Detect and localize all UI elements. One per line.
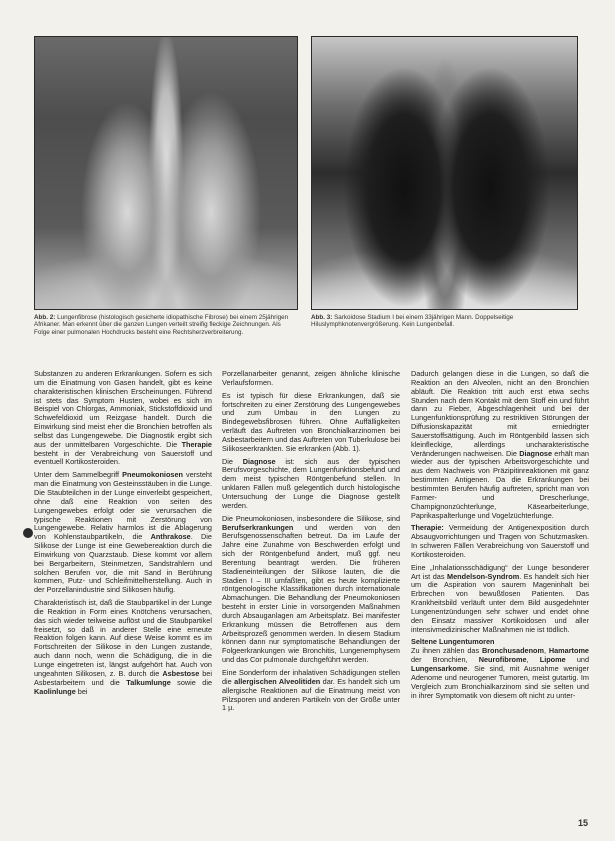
text-run: und werden von den Berufsgenossenschaften betreut. Da im Laufe der Jahre eine Zunahme von Beschwerden erfolgt und sich der Röntgenbefund ändert, muß ggf. neu Berentung beantragt werden. Die früheren Stadieneinteilungen der Silikose lauten, die die Stadien I – III umfaßten, gibt es heute komplizierte röntgenologische Klassifikationen durch internationale Abmachungen. Die Behandlung der Pneumokoniosen besteht in erster Linie in vorsorgenden Maßnahmen durch Absauganlagen am Arbeitsplatz. Bei manifester Erkrankung müssen die Betroffenen aus dem Arbeitsprozeß genommen werden. In diesem Stadium können dann nur symptomatische Behandlungen der Folgeerkrankungen wie Bronchitis, Lungenemphysem und das Cor pulmonale durchgeführt werden.: [222, 522, 400, 665]
text-run: besteht in der Verabreichung von Sauerstoff und eventuell Kortikosteroiden.: [34, 448, 212, 467]
paragraph: [222, 458, 400, 511]
emphasized-term: Hamartome: [548, 646, 589, 656]
text-column-2: [222, 370, 400, 832]
text-run: sowie die: [170, 677, 212, 687]
text-run: und: [565, 655, 589, 665]
emphasized-term: allergischen Alveolitiden: [234, 676, 321, 686]
text-run: Charakteristisch ist, daß die Staubpartikel in der Lunge die Reaktion in Form eines Knötchens verursachen, das sich wieder teilweise auflöst und die Staubpartikel freisetzt, so daß in anderer Stelle eine erneute Reaktion folgen kann. Auf diese Weise kommt es im Fortschreiten der Silikose in den Lungen zustande, auch dann noch, wenn die Schädigung, die in die Lunge eingetreten ist, längst aufgehört hat. Auch von ungeahnten Silikosen, z. B. durch die: [34, 598, 212, 678]
emphasized-term: Mendelson-Syndrom: [447, 571, 520, 581]
paragraph: [222, 392, 400, 454]
emphasized-term: Neurofibrome: [478, 655, 527, 665]
figure-caption: [34, 314, 296, 336]
caption-label: Abb. 2:: [34, 314, 56, 321]
text-run: ,: [526, 655, 540, 665]
emphasized-term: Lungensarkome: [411, 664, 468, 673]
emphasized-term: Diagnose: [242, 456, 276, 466]
emphasized-term: Berufserkrankungen: [222, 522, 294, 532]
text-run: Porzellanarbeiter genannt, zeigen ähnliche klinische Verlaufsformen.: [222, 370, 400, 387]
paragraph: [411, 638, 589, 700]
emphasized-term: Therapie:: [411, 523, 444, 533]
page-number: 15: [578, 818, 589, 828]
text-run: . Die Silikose der Lunge ist eine Gewebereaktion durch die Einwirkung von Quarzstaub. Diese kommt vor allem bei Bergarbeitern, Steinmetzen, Sandstrahlern und solchen Berufen vor, die mit Sand in Berührung kommen, Putz- und Schleifmittelherstellung. Auch in der Porzellanindustrie sind Silikosen häufig.: [34, 532, 212, 595]
paragraph: [222, 515, 400, 665]
caption-text: Sarkoidose Stadium I bei einem 33jährigen Mann. Doppelseitige Hiluslymphknotenvergrößerung. Kein Lungenbefall.: [311, 314, 514, 329]
text-run: erhält man wieder aus der typischen Arbeitsvorgeschichte und aus dem Nachweis von Präzipitinreaktionen mit ganz bestimmten Antigenen. Da die Erkrankungen bei bestimmten Berufen häufig auftreten, spricht man von Farmer- und Drescherlunge, Champignonzüchterlunge, Käsearbeiterlunge, Paprikaspalterlunge und Vogelzüchterlunge.: [411, 448, 589, 520]
figure-xray-sarcoidosis: [311, 36, 578, 310]
text-column-3: [411, 370, 589, 832]
paragraph: [34, 471, 212, 595]
paragraph: [411, 564, 589, 635]
emphasized-term: Asbestose: [162, 668, 200, 678]
emphasized-term: Pneumokoniosen: [122, 470, 183, 480]
text-run: Die: [222, 456, 243, 466]
text-run: Die Pneumokoniosen, insbesondere die Silikose, sind: [222, 513, 400, 523]
figure-caption: [311, 314, 576, 329]
punch-hole: [23, 528, 33, 538]
emphasized-term: Kaolinlunge: [34, 686, 76, 696]
paragraph: [411, 524, 589, 559]
emphasized-term: Bronchusadenom: [481, 646, 544, 656]
paragraph: [222, 669, 400, 713]
text-run: Zu ihnen zählen das: [411, 646, 482, 656]
text-run: Vermeidung der Antigenexposition durch Absaugvorrichtungen und Tragen von Schutzmasken. In schweren Fällen Verabreichung von Sauerstoff und Kortikosteroiden.: [411, 523, 589, 559]
text-run: Eine Sonderform der inhalativen Schädigungen stellen die: [222, 668, 400, 686]
text-run: ,: [543, 646, 549, 656]
text-run: versteht man die Einatmung von Gesteinsstäuben in die Lunge. Die Staubteilchen in der Lunge einverleibt gespeichert, ohne daß eine Reaktion von seiten des Lungengewebes erfolgt oder sie verursachen die typische Reaktionen mit Zerstörung von Lungengewebe. Relativ harmlos ist die Ablagerung von Kohlenstaubpartikeln, die: [34, 470, 212, 542]
text-run: . Sie sind, mit Ausnahme weniger Adenome und neurogener Tumoren, meist gutartig. Im Vergleich zum Bronchialkarzinom sind sie selten und in ihrer Symptomatik von diesem oft nicht zu unter-: [411, 664, 589, 700]
emphasized-term: Anthrakose: [150, 532, 191, 542]
paragraph: [34, 370, 212, 467]
text-run: Unter dem Sammelbegriff: [34, 470, 123, 480]
emphasized-term: Therapie: [181, 439, 212, 449]
paragraph: [411, 370, 589, 520]
emphasized-term: Seltene Lungentumoren: [411, 637, 495, 647]
text-run: der Bronchien,: [411, 655, 479, 665]
text-run: ist: sich aus der typischen Berufsvorgeschichte, dem Lungenfunktionsbefund und dem meist typischen Röntgenbefund stellen. In unklaren Fällen muß gelegentlich durch histologische Untersuchung der Lunge die Diagnose gestellt werden.: [222, 456, 400, 510]
text-run: dar. Es handelt sich um allergische Reaktionen auf die Einatmung meist von Pilzsporen und anderen Partikeln von der Größe unter 1 µ.: [222, 676, 400, 713]
paragraph: [222, 370, 400, 388]
text-run: Dadurch gelangen diese in die Lungen, so daß die Reaktion an den Alveolen, nicht an den Bronchien abläuft. Die Reaktion tritt auch erst etwa sechs Stunden nach dem Kontakt mit dem Stoff ein und führt dann zu Fieber, Abgeschlagenheit und bei der Lungenfunktionsprüfung zu restriktiven Störungen der Diffusionskapazität mit erniedrigter Sauerstoffsättigung. Auch im Röntgenbild lassen sich kleinfleckige, allerdings uncharakteristische Veränderungen nachweisen. Die: [411, 370, 589, 458]
caption-label: Abb. 3:: [311, 314, 333, 321]
text-run: bei: [75, 686, 88, 696]
figure-xray-lung-fibrosis: [34, 36, 298, 310]
text-run: Substanzen zu anderen Erkrankungen. Sofern es sich um die Einatmung von Gasen handelt, gibt es keine charakteristischen klinischen Erscheinungen. Führend ist stets das Symptom Husten, wobei es sich im Beispiel von Chlorgas, Ammoniak, Stickstoffdioxid und Schwefeldioxid um Reizgase handelt. Durch die Einwirkung sind meist eher die Bronchien betroffen als selbst das Lungengewebe. Die Diagnostik ergibt sich aus der unmittelbaren Vorgeschichte. Die: [34, 370, 212, 449]
text-run: Eine „Inhalationsschädigung“ der Lunge besonderer Art ist das: [411, 562, 589, 581]
caption-text: Lungenfibrose (histologisch gesicherte idiopathische Fibrose) bei einem 25jährigen Afrikaner. Man erkennt über die ganzen Lungen verteilt streifig fleckige Zeichnungen. Als Folge einer pulmonalen Hochdrucks besteht eine Rechtsherzverbreiterung.: [34, 314, 289, 336]
text-run: . Es handelt sich hier um die Aspiration von saurem Mageninhalt bei Erbrechen von bewußtlosen Patienten. Das Krankheitsbild verläuft unter dem Bild ausgedehnter Lungenentzündungen sehr schwer und endet ohne den Einsatz massiver Kortikoidosen und aller intensivmedizinischer Maßnahmen nie ist tödlich.: [411, 571, 589, 634]
emphasized-term: Talkumlunge: [126, 677, 171, 687]
text-run: bei Asbestarbeitern und die: [34, 668, 212, 687]
text-run: Es ist typisch für diese Erkrankungen, daß sie fortschreiten zu einer Zerstörung des Lungengewebes und zum Umbau in den Lungen zu Bindegewebsfibrosen führen. Ohne Auffälligkeiten verläuft das Auftreten von Bronchialkarzinomen bei Asbestarbeitern und das Auftreten von Tuberkulose bei Silikoseerkrankten. Sie erkranken (Abb. 1).: [222, 390, 400, 453]
text-column-1: [34, 370, 212, 832]
paragraph: [34, 599, 212, 696]
emphasized-term: Diagnose: [519, 448, 553, 458]
emphasized-term: Lipome: [539, 655, 566, 665]
